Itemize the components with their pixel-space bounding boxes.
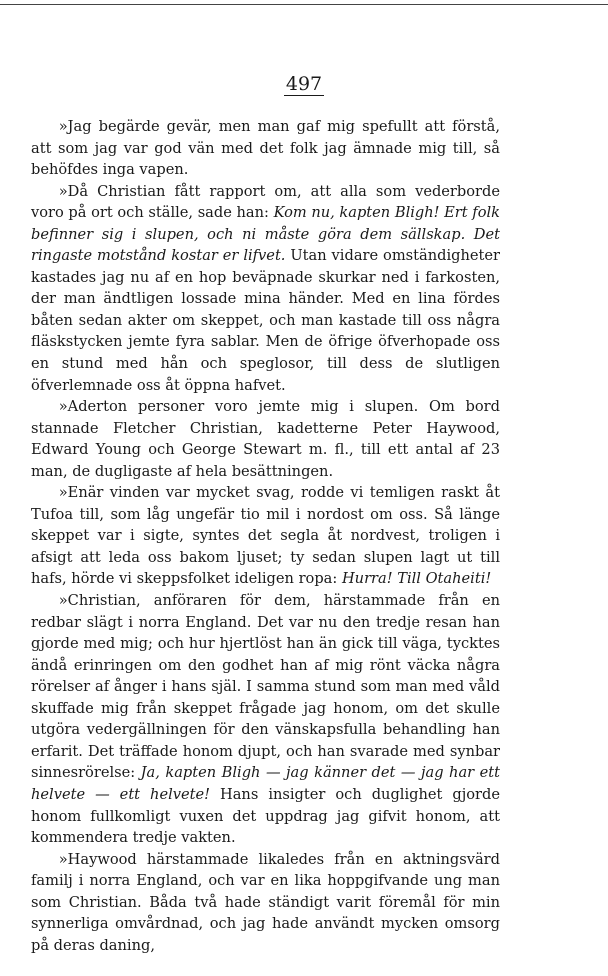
italic-text-run: Ja, kapten Bligh — jag känner det — jag har ett helvete — ett helvete!: [31, 764, 500, 803]
paragraph: [31, 849, 500, 957]
body-text: [31, 116, 500, 956]
paragraph: [31, 116, 500, 181]
top-rule: [0, 4, 608, 5]
paragraph: [31, 181, 500, 396]
text-run: »Christian, anföraren för dem, härstammade från en redbar slägt i norra England. Det var nu den tredje resan han gjorde med mig; och hur hjertlöst han än gick till väga, tycktes ändå erinringen om den godhet han af mig rönt väcka några rörelser af ånger i hans själ. I samma stund som man med våld skuffade mig från skeppet frågade jag honom, om det skulle utgöra vedergällningen för den vänskapsfulla behandling han erfarit. Det träffade honom djupt, och han svarade med synbar sinnesrörelse:: [31, 592, 500, 782]
text-run: »Aderton personer voro jemte mig i slupen. Om bord stannade Fletcher Christian, kadetterne Peter Haywood, Edward Young och George Stewart m. fl., till ett antal af 23 man, de dugligaste af hela besättningen.: [31, 398, 500, 480]
paragraph: [31, 482, 500, 590]
text-run: Utan vidare omständigheter kastades jag nu af en hop beväpnade skurkar ned i farkosten, der man ändtligen lossade mina händer. Med en lina fördes båten sedan akter om skeppet, och man kastade till oss några fläskstycken jemte fyra sablar. Men de öfrige öfverhopade oss en stund med hån och speglosor, till dess de slutligen öfverlemnade oss åt öppna hafvet.: [31, 247, 500, 394]
paragraph: [31, 396, 500, 482]
text-run: »Haywood härstammade likaledes från en aktningsvärd familj i norra England, och var en lika hoppgifvande ung man som Christian. Båda två hade ständigt varit föremål för min synnerliga omvårdnad, och jag hade användt mycken omsorg på deras daning,: [31, 850, 500, 954]
text-run: »Enär vinden var mycket svag, rodde vi temligen raskt åt Tufoa till, som låg ungefär tio mil i nordost om oss. Så länge skeppet var i sigte, syntes det segla åt nordvest, troligen i afsigt att leda oss bakom ljuset; ty sedan slupen lagt ut till hafs, hörde vi skeppsfolket ideligen ropa:: [31, 484, 500, 588]
italic-text-run: Hurra! Till Otaheiti!: [341, 570, 492, 588]
text-run: »Jag begärde gevär, men man gaf mig spefullt att förstå, att som jag var god vän med det folk jag ämnade mig till, så behöfdes inga vapen.: [31, 118, 500, 179]
text-run: »Då Christian fått rapport om, att alla som vederborde voro på ort och ställe, sade han:: [31, 182, 500, 222]
italic-text-run: Kom nu, kapten Bligh! Ert folk befinner sig i slupen, och ni måste göra dem sällskap. Det ringaste motstånd kostar er lifvet.: [31, 204, 500, 265]
text-run: Hans insigter och duglighet gjorde honom fullkomligt vuxen det uppdrag jag gifvit honom, att kommendera tredje vakten.: [31, 785, 500, 847]
paragraph: [31, 590, 500, 849]
page-number: [0, 74, 608, 96]
page-number-text: 497: [285, 73, 323, 95]
